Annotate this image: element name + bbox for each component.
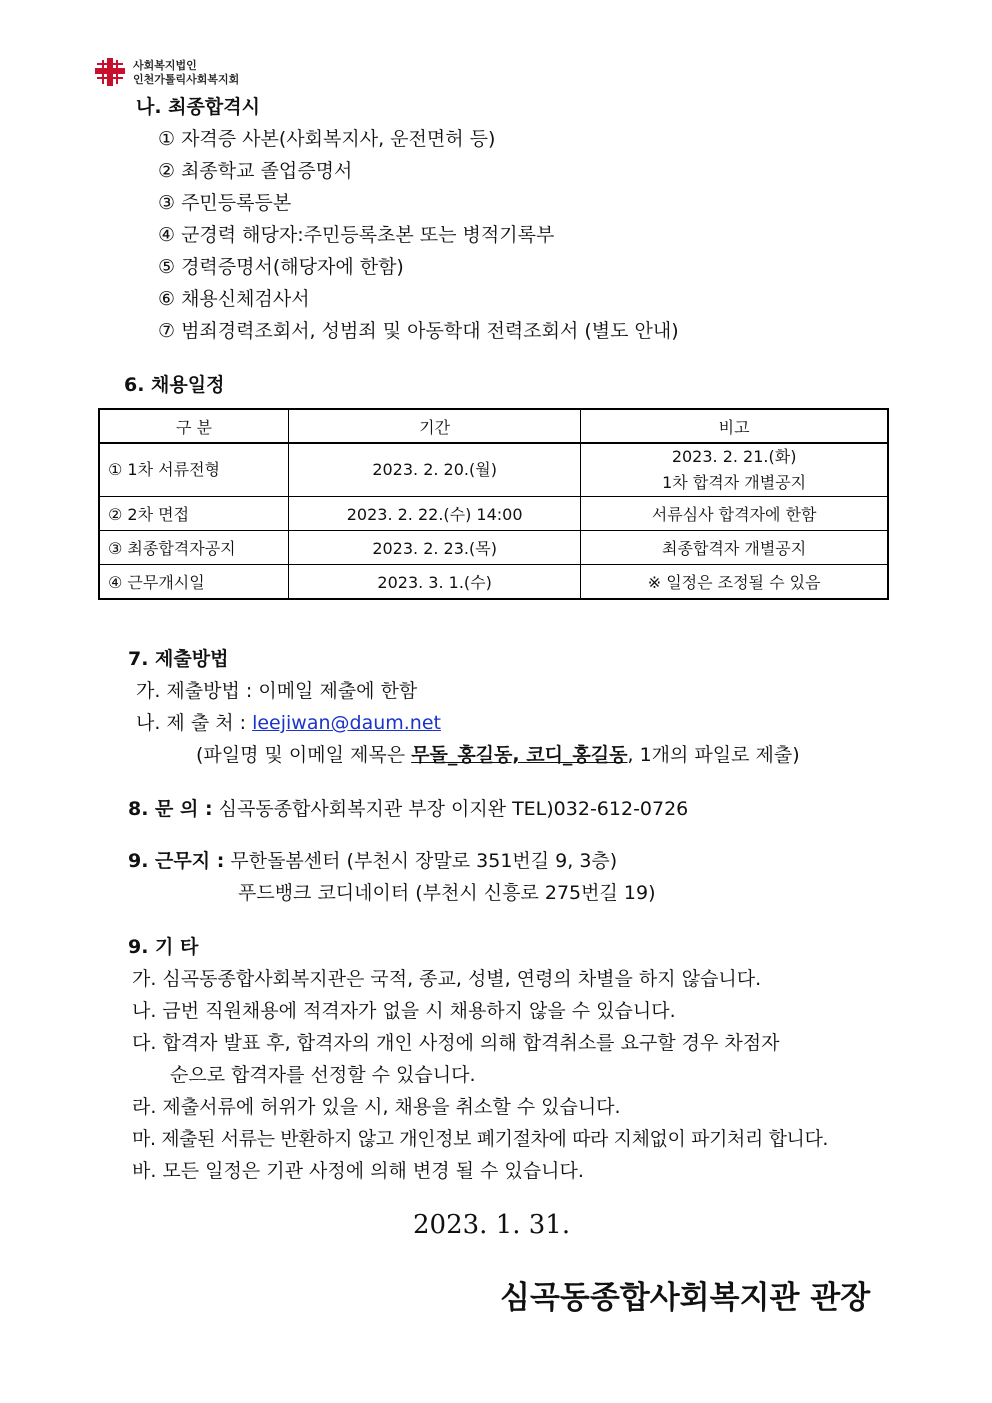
schedule-table — [98, 408, 889, 600]
other-item: 다. 합격자 발표 후, 합격자의 개인 사정에 의해 합격취소를 요구할 경우 차점자 — [132, 1032, 780, 1054]
inquiry-line — [128, 794, 688, 821]
other-item: 마. 제출된 서류는 반환하지 않고 개인정보 폐기절차에 따라 지체없이 파기처리 합니다. — [132, 1128, 829, 1150]
table-header-row — [99, 409, 888, 443]
submission-method-label: 가. 제출방법 : — [136, 680, 253, 702]
workplace-line2: 푸드뱅크 코디네이터 (부천시 신흥로 275번길 19) — [238, 882, 656, 904]
submission-method-value: 이메일 제출에 한함 — [258, 680, 418, 702]
inquiry-value: 심곡동종합사회복지관 부장 이지완 TEL)032-612-0726 — [218, 798, 689, 820]
email-link[interactable]: leejiwan@daum.net — [252, 712, 441, 734]
other-item: 순으로 합격자를 선정할 수 있습니다. — [170, 1064, 476, 1086]
column-header: 기간 — [289, 409, 581, 443]
signature-line: 심곡동종합사회복지관 관장 — [500, 1280, 871, 1316]
other-item: 가. 심곡동종합사회복지관은 국적, 종교, 성별, 연령의 차별을 하지 않습니다. — [132, 968, 762, 990]
workplace-label: 9. 근무지 : — [128, 850, 225, 872]
note-line: 1차 합격자 개별공지 — [662, 473, 807, 492]
schedule-heading: 6. 채용일정 — [124, 374, 225, 396]
org-name-line1: 사회복지법인 — [133, 59, 197, 72]
submission-note-pre: (파일명 및 이메일 제목은 — [196, 744, 406, 766]
note-cell — [581, 443, 888, 497]
note-cell: 서류심사 합격자에 한함 — [581, 497, 888, 531]
final-pass-heading: 나. 최종합격시 — [136, 96, 260, 118]
submission-filename-example: 무돌_홍길동, 코디_홍길동 — [411, 744, 628, 766]
period-cell: 2023. 2. 20.(월) — [289, 443, 581, 497]
note-line: 2023. 2. 21.(화) — [671, 447, 797, 466]
cross-emblem-icon — [93, 57, 127, 87]
final-pass-item: ③ 주민등록등본 — [158, 192, 292, 214]
other-item: 나. 금번 직원채용에 적격자가 없을 시 채용하지 않을 수 있습니다. — [132, 1000, 676, 1022]
org-name-line2: 인천가톨릭사회복지회 — [133, 73, 240, 86]
column-header: 구 분 — [99, 409, 289, 443]
final-pass-item: ⑥ 채용신체검사서 — [158, 288, 310, 310]
submission-dest-label: 나. 제 출 처 : — [136, 712, 247, 734]
workplace-line1: 무한돌봄센터 (부천시 장말로 351번길 9, 3층) — [230, 850, 618, 872]
step-cell: ② 2차 면접 — [99, 497, 289, 531]
submission-heading: 7. 제출방법 — [128, 648, 229, 670]
period-cell: 2023. 2. 22.(수) 14:00 — [289, 497, 581, 531]
column-header: 비고 — [581, 409, 888, 443]
final-pass-item: ① 자격증 사본(사회복지사, 운전면허 등) — [158, 128, 496, 150]
org-logo — [93, 57, 263, 87]
final-pass-item: ⑦ 범죄경력조회서, 성범죄 및 아동학대 전력조회서 (별도 안내) — [158, 320, 679, 342]
step-cell: ① 1차 서류전형 — [99, 443, 289, 497]
table-row — [99, 443, 888, 497]
submission-method — [136, 676, 417, 703]
note-cell: 최종합격자 개별공지 — [581, 531, 888, 565]
workplace-line — [128, 846, 617, 873]
document-date: 2023. 1. 31. — [413, 1210, 571, 1240]
other-item: 라. 제출서류에 허위가 있을 시, 채용을 취소할 수 있습니다. — [132, 1096, 621, 1118]
table-row — [99, 531, 888, 565]
table-row — [99, 497, 888, 531]
period-cell: 2023. 3. 1.(수) — [289, 565, 581, 600]
inquiry-label: 8. 문 의 : — [128, 798, 213, 820]
final-pass-item: ⑤ 경력증명서(해당자에 한함) — [158, 256, 404, 278]
submission-note-post: , 1개의 파일로 제출) — [627, 744, 800, 766]
note-cell: ※ 일정은 조정될 수 있음 — [581, 565, 888, 600]
final-pass-item: ② 최종학교 졸업증명서 — [158, 160, 353, 182]
final-pass-item: ④ 군경력 해당자:주민등록초본 또는 병적기록부 — [158, 224, 555, 246]
step-cell: ④ 근무개시일 — [99, 565, 289, 600]
table-row — [99, 565, 888, 600]
submission-note — [196, 740, 800, 767]
other-heading: 9. 기 타 — [128, 936, 199, 958]
other-item: 바. 모든 일정은 기관 사정에 의해 변경 될 수 있습니다. — [132, 1160, 584, 1182]
step-cell: ③ 최종합격자공지 — [99, 531, 289, 565]
submission-destination — [136, 708, 441, 735]
period-cell: 2023. 2. 23.(목) — [289, 531, 581, 565]
